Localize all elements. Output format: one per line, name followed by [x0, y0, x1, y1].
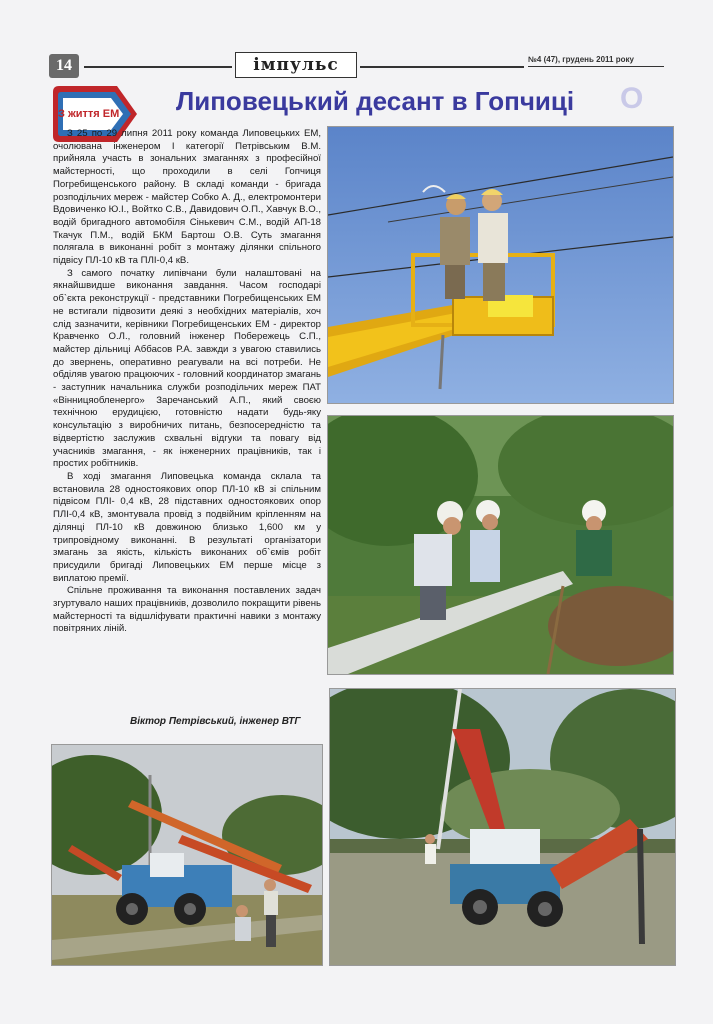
bucket-truck-workers-photo	[327, 126, 674, 404]
page-number: 14	[49, 54, 79, 78]
header-rule-right	[528, 66, 664, 67]
title-decoration: О	[620, 82, 644, 115]
section-label: З життя ЕМ	[58, 108, 120, 120]
article-paragraph: Спільне проживання та виконання поставлених задач згуртувало наших працівників, дозволило покращити рівень майстерності та відшліфувати практичні навики з монтажу повітряних ліній.	[53, 585, 321, 635]
crane-truck-field-photo	[51, 744, 323, 966]
article-paragraph: В ході змагання Липовецька команда склала та встановила 28 одностоякових опор ПЛ-10 кВ зі спільним підвісом ПЛІ- 0,4 кВ, 28 підставних одностоякових опор ПЛІ-0,4 кВ, змонтувала провід з подвійним кріпленням на ділянці ПЛ-10 кВ довжиною близько 1,600 км у трипровідному виконанні. В результаті організатори змагань за якість, кількість виконаних об`ємів робіт присудили бригаді Липовецьких ЕМ перше місце з виплатою премії.	[53, 470, 321, 584]
article-paragraph: З самого початку липівчани були налаштовані на якнайшвидше виконання завдання. Часом господарі об`єкта реконструкції - представники Погребищенських ЕМ не встигали підвозити деякі з необхідних матеріалів, хоч слід зазначити, керівники Погребищенських ЕМ - директор Кравченко О.Л., головний інженер Побережець С.П., майстер дільниці Аббасов Р.А. завжди з увагою ставились до звернень, оперативно реагували на всі потреби. Не обділяв увагою працюючих - головний координатор змагань - заступник начальника служби розподільчих мереж ПАТ «Вінницяобленерго» Заречанський А.П., який своєю технічною ерудицією, готовністю надати будь-яку консультацію з виробничих питань, безпосередністю та відвертістю заслужив схвальні відгуки та повагу від учасників змагання, - як інженерних працівників, так і простих робітників.	[53, 267, 321, 470]
article-body	[53, 128, 321, 636]
issue-info: №4 (47), грудень 2011 року	[528, 55, 634, 64]
article-title: Липовецький десант в Гопчиці	[176, 86, 575, 116]
article-signature: Віктор Петрівський, інженер ВТГ	[130, 716, 301, 727]
workers-assembling-pole-photo	[327, 415, 674, 675]
drilling-truck-photo	[329, 688, 676, 966]
article-paragraph: З 25 по 29 липня 2011 року команда Липовецьких ЕМ, очолювана інженером І категорії Петрівським В.М. прийняла участь в зональних змаганнях з професійної майстерності, що проходили в селі Гопчиця Погребищенського району. В складі команди - бригада розподільчих мереж - майстер Собко А. Д., електромонтери Вдовиченко Ю.І., Войтко С.В., Давидович О.П., Хавчук В.О., водій бригадного автомобіля Сінькевич С.М., водій АП-18 Ткачук П.М., водій БКМ Бартош О.В. Суть змагання полягала в виконанні робіт з монтажу ділянки спільного підвісу ПЛ-10 кВ та ПЛІ-0,4 кВ.	[53, 128, 321, 267]
header-rule-middle	[360, 66, 524, 68]
header-rule-left	[84, 66, 232, 68]
publication-logo: імпульс	[235, 52, 357, 78]
